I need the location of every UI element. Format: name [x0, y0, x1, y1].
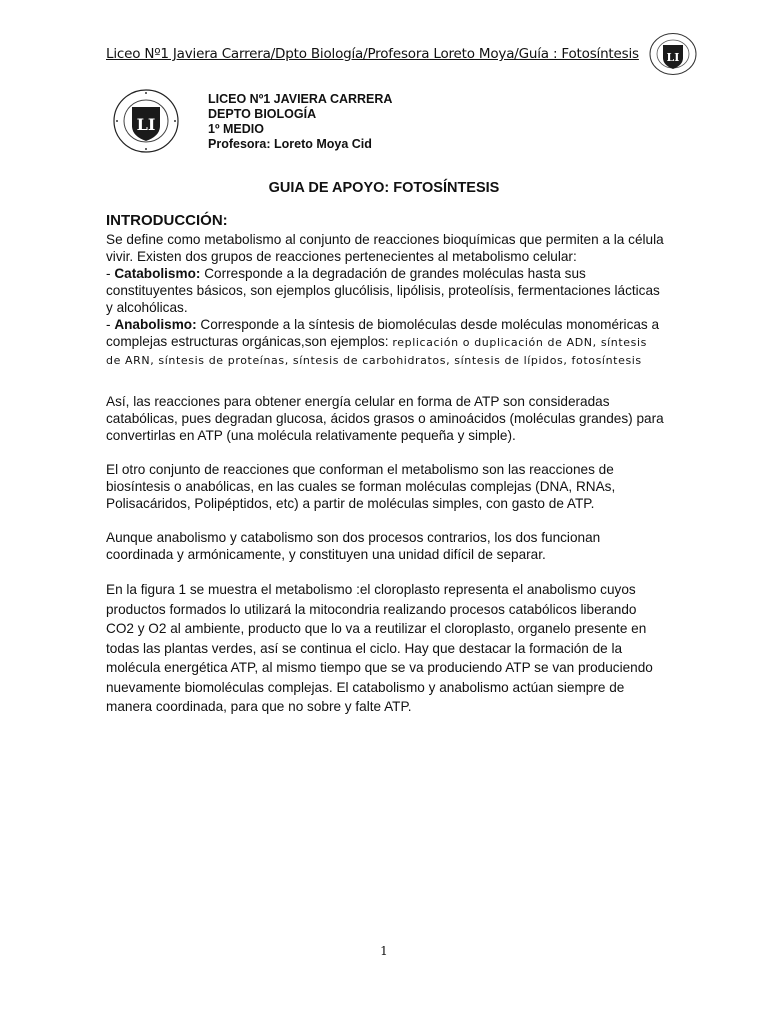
svg-text:LI: LI: [136, 115, 156, 134]
school-name: LICEO Nº1 JAVIERA CARRERA: [208, 92, 393, 106]
intro-heading: INTRODUCCIÓN:: [106, 212, 228, 229]
document-title: GUIA DE APOYO: FOTOSÍNTESIS: [268, 180, 500, 196]
running-header: Liceo Nº1 Javiera Carrera/Dpto Biología/Profesora Loreto Moya/Guía : Fotosíntesis: [106, 46, 639, 62]
anabolism-text: Corresponde a la síntesis de biomoléculas desde moléculas monoméricas a complejas estructuras orgánicas,son ejemplos:: [106, 317, 660, 349]
catabolism-term: Catabolismo:: [114, 266, 201, 281]
school-seal-logo-large: [112, 88, 180, 154]
anabolism-examples: replicación o duplicación de ADN, síntesis de ARN, síntesis de proteínas, síntesis de carbohidratos, síntesis de lípidos, fotosíntesis: [106, 336, 647, 367]
catabolism-paragraph: [106, 265, 666, 316]
svg-text:LI: LI: [666, 51, 680, 64]
page-number: 1: [380, 944, 388, 958]
anabolism-dash: -: [106, 317, 115, 332]
school-info: [208, 92, 392, 152]
department: DEPTO BIOLOGÍA: [208, 107, 317, 121]
anabolism-paragraph: [106, 316, 666, 369]
document-body: [106, 212, 666, 717]
grade-level: 1º MEDIO: [208, 122, 264, 136]
school-seal-logo: [648, 32, 698, 76]
biosynthesis-paragraph: El otro conjunto de reacciones que conforman el metabolismo son las reacciones de biosíntesis o anabólicas, en las cuales se forman moléculas complejas (DNA, RNAs, Polisacáridos, Polipéptidos, etc) a partir de moléculas simples, con gasto de ATP.: [106, 462, 616, 511]
teacher-name: Profesora: Loreto Moya Cid: [208, 137, 372, 151]
coordination-paragraph: Aunque anabolismo y catabolismo son dos procesos contrarios, los dos funcionan coordinada y armónicamente, y constituyen una unidad difícil de separar.: [106, 530, 601, 562]
atp-paragraph: Así, las reacciones para obtener energía celular en forma de ATP son consideradas catabólicas, pues degradan glucosa, ácidos grasos o aminoácidos (moléculas grandes) para convertirlas en ATP (una molécula relativamente pequeña y simple).: [106, 394, 664, 443]
figure-paragraph: En la figura 1 se muestra el metabolismo :el cloroplasto representa el anabolismo cuyos productos formados lo utilizará la mitocondria realizando procesos catabólicos liberando CO2 y O2 al ambiente, producto que lo va a reutilizar el cloroplasto, organelo presente en todas las plantas verdes, así se continua el ciclo. Hay que destacar la formación de la molécula energética ATP, al mismo tiempo que se va produciendo ATP se van produciendo nuevamente biomoléculas complejas. El catabolismo y anabolismo actúan siempre de manera coordinada, para que no sobre y falte ATP.: [106, 582, 653, 714]
catabolism-dash: -: [106, 266, 115, 281]
intro-paragraph: Se define como metabolismo al conjunto de reacciones bioquímicas que permiten a la célula vivir. Existen dos grupos de reacciones pertenecientes al metabolismo celular:: [106, 232, 664, 264]
catabolism-text: Corresponde a la degradación de grandes moléculas hasta sus constituyentes básicos, son ejemplos glucólisis, lipólisis, proteolísis, fermentaciones lácticas y alcohólicas.: [106, 266, 660, 315]
anabolism-term: Anabolismo:: [114, 317, 197, 332]
